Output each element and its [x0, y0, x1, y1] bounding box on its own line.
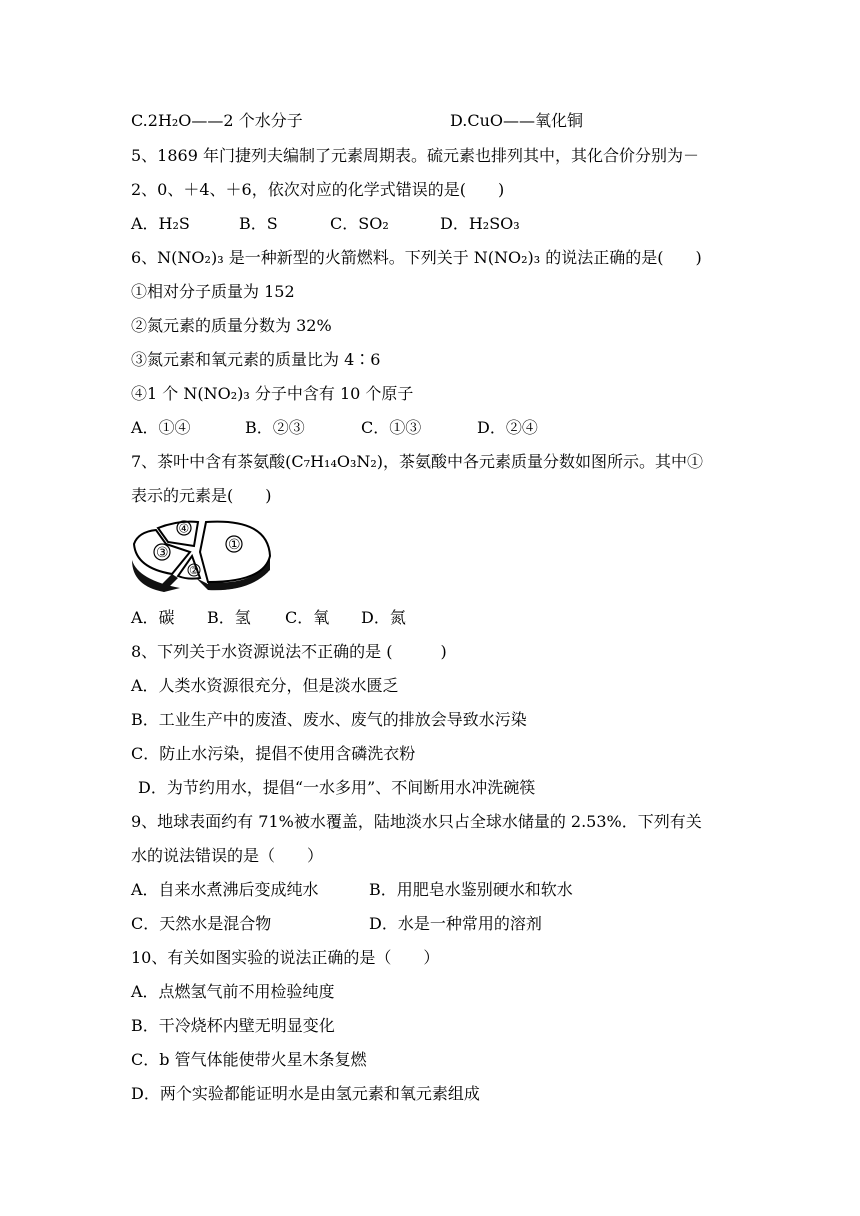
- question-8-option-b: B．工业生产中的废渣、废水、废气的排放会导致水污染: [131, 710, 527, 729]
- option-d: D．②④: [477, 418, 538, 437]
- option-b: B．S: [239, 214, 278, 233]
- element-mass-fraction-pie-figure: [128, 516, 274, 594]
- question-8-stem: 8、下列关于水资源说法不正确的是 ( ): [131, 642, 447, 661]
- option-b: B．②③: [245, 418, 305, 437]
- question-7-stem-2: 表示的元素是( ): [131, 486, 272, 505]
- question-6-stem: 6、N(NO₂)₃ 是一种新型的火箭燃料。下列关于 N(NO₂)₃ 的说法正确的是( ): [131, 248, 702, 267]
- question-10-stem: 10、有关如图实验的说法正确的是（ ）: [131, 948, 440, 967]
- question-5-stem-2: 2、0、＋4、＋6，依次对应的化学式错误的是( ): [131, 180, 505, 199]
- option-a: A．自来水煮沸后变成纯水: [131, 880, 319, 899]
- question-5-stem-1: 5、1869 年门捷列夫编制了元素周期表。硫元素也排列其中，其化合价分别为－: [131, 146, 699, 165]
- question-9-stem-1: 9、地球表面约有 71%被水覆盖，陆地淡水只占全球水储量的 2.53%．下列有关: [131, 812, 702, 831]
- option-c: C．天然水是混合物: [131, 914, 272, 933]
- question-8-option-d: D．为节约用水，提倡“一水多用”、不间断用水冲洗碗筷: [138, 778, 536, 797]
- question-6-statement-1: ①相对分子质量为 152: [131, 282, 295, 301]
- option-c: C．①③: [361, 418, 422, 437]
- question-8-option-a: A．人类水资源很充分，但是淡水匮乏: [131, 676, 399, 695]
- question-10-option-b: B．干冷烧杯内壁无明显变化: [131, 1016, 335, 1035]
- question-6-statement-3: ③氮元素和氧元素的质量比为 4∶6: [131, 350, 381, 369]
- question-9-stem-2: 水的说法错误的是（ ）: [131, 846, 324, 865]
- option-a: A．碳: [131, 608, 175, 627]
- option-c: C．SO₂: [330, 214, 389, 233]
- option-d: D．H₂SO₃: [440, 214, 520, 233]
- pie-label-1: ①: [228, 537, 241, 553]
- option-b: B．用肥皂水鉴别硬水和软水: [369, 880, 573, 899]
- option-d: D．氮: [361, 608, 406, 627]
- question-6-statement-2: ②氮元素的质量分数为 32%: [131, 316, 332, 335]
- question-10-option-c: C．b 管气体能使带火星木条复燃: [131, 1050, 367, 1069]
- option-a: A．H₂S: [131, 214, 190, 233]
- pie-label-3: ③: [156, 545, 169, 561]
- pie-label-4: ④: [178, 521, 190, 536]
- option-d: D．水是一种常用的溶剂: [369, 914, 542, 933]
- option-a: A．①④: [131, 418, 191, 437]
- option-d: D.CuO——氧化铜: [450, 111, 584, 130]
- question-10-option-d: D．两个实验都能证明水是由氢元素和氧元素组成: [131, 1084, 480, 1103]
- question-10-option-a: A．点燃氢气前不用检验纯度: [131, 982, 335, 1001]
- pie-label-2: ②: [189, 564, 199, 577]
- question-7-stem-1: 7、茶叶中含有茶氨酸(C₇H₁₄O₃N₂)，茶氨酸中各元素质量分数如图所示。其中①: [131, 452, 704, 471]
- question-8-option-c: C．防止水污染，提倡不使用含磷洗衣粉: [131, 744, 416, 763]
- option-c: C.2H₂O——2 个水分子: [131, 111, 303, 130]
- option-c: C．氧: [285, 608, 330, 627]
- question-6-statement-4: ④1 个 N(NO₂)₃ 分子中含有 10 个原子: [131, 384, 414, 403]
- option-b: B．氢: [207, 608, 251, 627]
